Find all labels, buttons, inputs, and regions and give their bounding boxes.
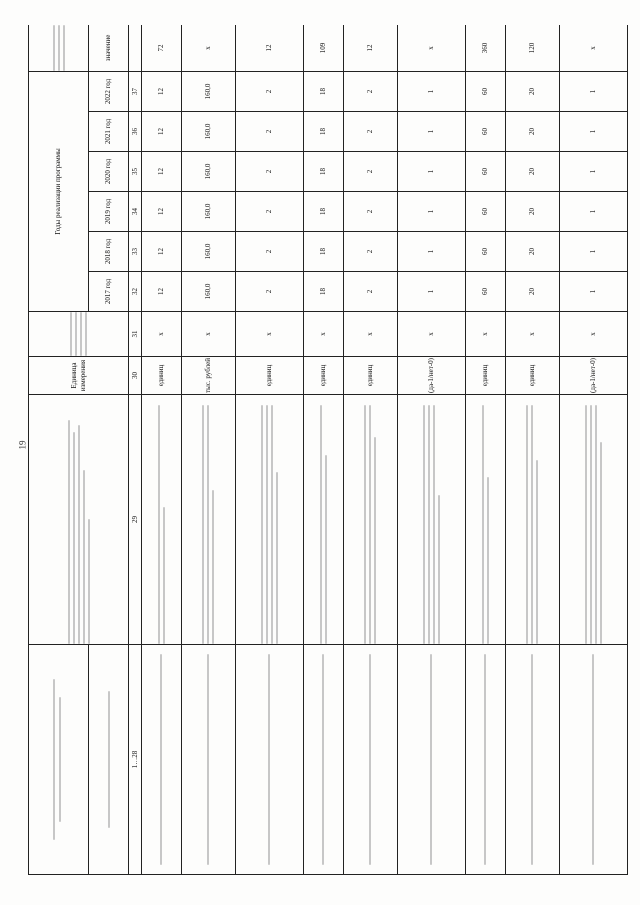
row-target-value: х xyxy=(397,25,465,71)
row-year-value: 12 xyxy=(142,192,182,232)
row-year-value: 60 xyxy=(465,71,505,111)
row-base-year: х xyxy=(505,312,559,357)
row-year-value: 18 xyxy=(303,112,343,152)
row-year-value: 18 xyxy=(303,71,343,111)
row-unit: (да-1/нет-0) xyxy=(397,357,465,395)
row-year-value: 2 xyxy=(343,192,397,232)
row-year-value: 2 xyxy=(343,232,397,272)
code-cells xyxy=(343,645,397,875)
row-year-value: 160,0 xyxy=(181,71,235,111)
rotated-table xyxy=(28,25,628,875)
base-year-header xyxy=(29,312,129,357)
row-year-value: 2 xyxy=(235,272,303,312)
code-cells xyxy=(303,645,343,875)
row-description xyxy=(465,395,505,645)
row-year-value: 1 xyxy=(397,152,465,192)
row-year-value: 1 xyxy=(397,272,465,312)
row-description xyxy=(343,395,397,645)
row-year-value: 160,0 xyxy=(181,192,235,232)
row-target-value: 72 xyxy=(142,25,182,71)
row-year-value: 1 xyxy=(559,232,627,272)
col-number: 33 xyxy=(129,232,142,272)
row-year-value: 1 xyxy=(559,272,627,312)
row-year-value: 160,0 xyxy=(181,272,235,312)
year-header-5: 2021 год xyxy=(89,112,129,152)
table-row xyxy=(303,25,343,875)
row-description xyxy=(505,395,559,645)
year-header-3: 2019 год xyxy=(89,192,129,232)
col-numbers-codes: 1…28 xyxy=(129,645,142,875)
row-year-value: 1 xyxy=(559,71,627,111)
row-year-value: 12 xyxy=(142,112,182,152)
row-year-value: 2 xyxy=(343,71,397,111)
row-year-value: 2 xyxy=(343,272,397,312)
row-unit: единиц xyxy=(465,357,505,395)
row-year-value: 12 xyxy=(142,232,182,272)
row-description xyxy=(142,395,182,645)
row-description xyxy=(559,395,627,645)
row-year-value: 160,0 xyxy=(181,112,235,152)
row-year-value: 160,0 xyxy=(181,152,235,192)
program-years-header: Годы реализации программы xyxy=(29,71,89,311)
row-year-value: 18 xyxy=(303,272,343,312)
row-unit: единиц xyxy=(505,357,559,395)
table-row xyxy=(559,25,627,875)
row-base-year: х xyxy=(465,312,505,357)
row-year-value: 2 xyxy=(235,112,303,152)
row-target-value: 109 xyxy=(303,25,343,71)
row-year-value: 1 xyxy=(397,71,465,111)
col-number: 37 xyxy=(129,71,142,111)
row-year-value: 20 xyxy=(505,112,559,152)
unit-header: Единица измерения xyxy=(29,357,129,395)
table-row xyxy=(181,25,235,875)
target-value-header: значение xyxy=(89,25,129,71)
row-year-value: 20 xyxy=(505,71,559,111)
col-number xyxy=(129,25,142,71)
row-year-value: 1 xyxy=(559,192,627,232)
row-base-year: х xyxy=(235,312,303,357)
table-row xyxy=(142,25,182,875)
code-cells xyxy=(181,645,235,875)
table-row xyxy=(235,25,303,875)
col-number: 36 xyxy=(129,112,142,152)
col-number: 32 xyxy=(129,272,142,312)
row-year-value: 60 xyxy=(465,112,505,152)
row-year-value: 1 xyxy=(397,232,465,272)
row-year-value: 2 xyxy=(235,192,303,232)
row-base-year: х xyxy=(303,312,343,357)
row-target-value: 360 xyxy=(465,25,505,71)
row-year-value: 60 xyxy=(465,152,505,192)
row-unit: (да-1/нет-0) xyxy=(559,357,627,395)
row-base-year: х xyxy=(343,312,397,357)
code-cells xyxy=(397,645,465,875)
row-description xyxy=(397,395,465,645)
row-year-value: 1 xyxy=(397,112,465,152)
row-year-value: 60 xyxy=(465,192,505,232)
col-number: 34 xyxy=(129,192,142,232)
col-number: 30 xyxy=(129,357,142,395)
codes-header xyxy=(29,645,89,875)
row-unit: единиц xyxy=(303,357,343,395)
year-header-1: 2017 год xyxy=(89,272,129,312)
row-target-value: х xyxy=(181,25,235,71)
year-header-6: 2022 год xyxy=(89,71,129,111)
row-year-value: 20 xyxy=(505,232,559,272)
row-year-value: 60 xyxy=(465,272,505,312)
row-description xyxy=(303,395,343,645)
row-year-value: 2 xyxy=(235,152,303,192)
row-base-year: х xyxy=(142,312,182,357)
row-year-value: 160,0 xyxy=(181,232,235,272)
row-year-value: 2 xyxy=(343,152,397,192)
code-cells xyxy=(465,645,505,875)
row-base-year: х xyxy=(397,312,465,357)
code-cells xyxy=(142,645,182,875)
col-number: 35 xyxy=(129,152,142,192)
code-cells xyxy=(505,645,559,875)
row-unit: единиц xyxy=(343,357,397,395)
row-year-value: 2 xyxy=(235,232,303,272)
col-number: 31 xyxy=(129,312,142,357)
row-year-value: 2 xyxy=(235,71,303,111)
row-target-value: х xyxy=(559,25,627,71)
row-year-value: 18 xyxy=(303,152,343,192)
row-base-year: х xyxy=(181,312,235,357)
row-target-value: 12 xyxy=(235,25,303,71)
row-year-value: 20 xyxy=(505,152,559,192)
row-year-value: 12 xyxy=(142,272,182,312)
row-description xyxy=(181,395,235,645)
code-cells xyxy=(235,645,303,875)
table-body xyxy=(142,25,628,875)
row-year-value: 12 xyxy=(142,71,182,111)
row-year-value: 1 xyxy=(397,192,465,232)
row-year-value: 1 xyxy=(559,152,627,192)
rotated-viewport xyxy=(28,25,628,875)
row-year-value: 1 xyxy=(559,112,627,152)
year-header-2: 2018 год xyxy=(89,232,129,272)
row-unit: единиц xyxy=(142,357,182,395)
program-table xyxy=(28,25,628,875)
row-description xyxy=(235,395,303,645)
row-target-value: 120 xyxy=(505,25,559,71)
codes-subheader xyxy=(89,645,129,875)
code-cells xyxy=(559,645,627,875)
year-header-4: 2020 год xyxy=(89,152,129,192)
row-unit: тыс. рублей xyxy=(181,357,235,395)
row-year-value: 60 xyxy=(465,232,505,272)
table-row xyxy=(505,25,559,875)
row-year-value: 20 xyxy=(505,192,559,232)
target-header xyxy=(29,25,89,71)
row-year-value: 12 xyxy=(142,152,182,192)
row-year-value: 2 xyxy=(343,112,397,152)
row-year-value: 20 xyxy=(505,272,559,312)
row-target-value: 12 xyxy=(343,25,397,71)
row-year-value: 18 xyxy=(303,232,343,272)
row-unit: единиц xyxy=(235,357,303,395)
table-row xyxy=(343,25,397,875)
row-base-year: х xyxy=(559,312,627,357)
row-year-value: 18 xyxy=(303,192,343,232)
col-number: 29 xyxy=(129,395,142,645)
description-header xyxy=(29,395,129,645)
table-row xyxy=(397,25,465,875)
table-row xyxy=(465,25,505,875)
page-number: 19 xyxy=(17,440,28,450)
